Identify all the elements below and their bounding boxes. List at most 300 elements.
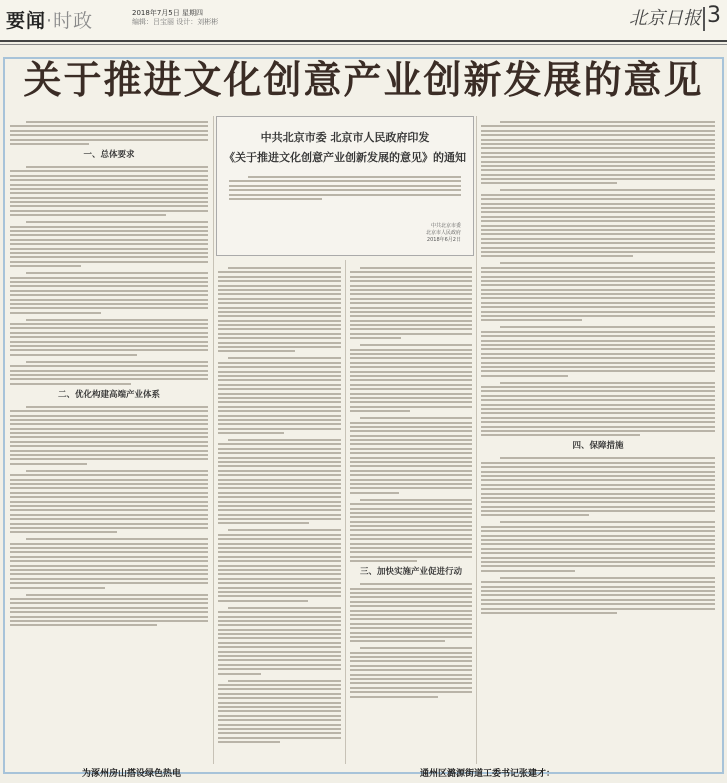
- text-line: [350, 636, 472, 638]
- dateline: 2018年7月5日 星期四 编辑：吕宝丽 设计：刘彬彬: [132, 9, 219, 26]
- text-line: [350, 588, 472, 590]
- text-line: [350, 470, 472, 472]
- text-line: [481, 319, 582, 321]
- text-line: [481, 594, 715, 596]
- text-line: [350, 443, 472, 445]
- text-line: [218, 719, 341, 721]
- text-line: [10, 616, 208, 618]
- text-line: [350, 525, 472, 527]
- text-line: [10, 569, 208, 571]
- text-line: [218, 595, 341, 597]
- text-line: [481, 242, 715, 244]
- text-line: [481, 426, 715, 428]
- text-line: [10, 483, 208, 485]
- text-line: [10, 234, 208, 236]
- text-line: [218, 509, 341, 511]
- text-line: [10, 531, 117, 533]
- text-line: [10, 602, 208, 604]
- text-line: [218, 624, 341, 626]
- text-line: [218, 350, 295, 352]
- text-line: [350, 285, 472, 287]
- text-line: [481, 211, 715, 213]
- text-line: [481, 152, 715, 154]
- text-line: [218, 302, 341, 304]
- text-line: [10, 130, 208, 132]
- text-line: [10, 143, 89, 145]
- text-line: [350, 543, 472, 545]
- text-line: [481, 297, 715, 299]
- text-line: [350, 289, 472, 291]
- text-line: [481, 247, 715, 249]
- column-divider: [476, 116, 477, 764]
- text-line: [218, 741, 280, 743]
- text-line: [500, 577, 715, 579]
- text-line: [350, 487, 472, 489]
- text-line: [218, 732, 341, 734]
- text-line: [350, 366, 472, 368]
- text-line: [350, 362, 472, 364]
- text-line: [218, 684, 341, 686]
- text-line: [218, 688, 341, 690]
- text-line: [481, 203, 715, 205]
- text-line: [350, 465, 472, 467]
- section-heading: 一、总体要求: [83, 149, 135, 160]
- text-line: [350, 393, 472, 395]
- text-line: [481, 535, 715, 537]
- text-line: [10, 479, 208, 481]
- page-divider: [703, 7, 705, 31]
- text-line: [481, 375, 568, 377]
- text-line: [350, 401, 472, 403]
- text-line: [360, 499, 472, 501]
- text-line: [481, 130, 715, 132]
- text-line: [350, 601, 472, 603]
- text-line: [481, 484, 715, 486]
- text-line: [218, 728, 341, 730]
- text-line: [500, 457, 715, 459]
- article-column-1: [10, 116, 208, 629]
- text-line: [218, 401, 341, 403]
- page-number: 3: [707, 3, 721, 28]
- text-line: [350, 632, 472, 634]
- text-line: [10, 179, 208, 181]
- text-line: [500, 382, 715, 384]
- text-line: [10, 378, 208, 380]
- text-line: [10, 505, 208, 507]
- text-line: [481, 543, 715, 545]
- text-line: [10, 445, 208, 447]
- text-line: [218, 388, 341, 390]
- text-line: [218, 697, 341, 699]
- text-line: [481, 353, 715, 355]
- text-line: [481, 306, 715, 308]
- text-line: [481, 570, 575, 572]
- text-line: [10, 432, 208, 434]
- text-line: [500, 262, 715, 264]
- text-line: [10, 332, 208, 334]
- text-line: [10, 620, 208, 622]
- text-line: [10, 492, 208, 494]
- text-line: [10, 527, 208, 529]
- text-line: [10, 487, 208, 489]
- article-headline: 关于推进文化创意产业创新发展的意见: [23, 58, 704, 102]
- text-line: [350, 483, 472, 485]
- text-line: [350, 426, 472, 428]
- text-line: [481, 475, 715, 477]
- text-line: [481, 430, 715, 432]
- text-line: [481, 331, 715, 333]
- text-line: [218, 423, 341, 425]
- text-line: [350, 516, 472, 518]
- text-line: [10, 523, 208, 525]
- text-line: [350, 371, 472, 373]
- text-line: [10, 125, 208, 127]
- text-line: [481, 182, 617, 184]
- text-line: [218, 514, 341, 516]
- text-line: [10, 547, 208, 549]
- text-line: [218, 315, 341, 317]
- text-line: [481, 238, 715, 240]
- text-line: [10, 307, 208, 309]
- text-line: [218, 551, 341, 553]
- text-line: [218, 384, 341, 386]
- notice-box: [216, 116, 474, 256]
- text-line: [350, 353, 472, 355]
- text-line: [26, 221, 208, 223]
- text-line: [218, 710, 341, 712]
- text-line: [481, 471, 715, 473]
- text-line: [481, 386, 715, 388]
- text-line: [481, 497, 715, 499]
- text-line: [350, 422, 472, 424]
- text-line: [218, 505, 341, 507]
- text-line: [350, 547, 472, 549]
- text-line: [10, 370, 208, 372]
- text-line: [10, 201, 208, 203]
- text-line: [10, 496, 208, 498]
- text-line: [229, 194, 461, 196]
- text-line: [481, 434, 640, 436]
- text-line: [481, 514, 589, 516]
- section-label: 要闻·时政: [6, 10, 94, 32]
- text-line: [10, 415, 208, 417]
- text-line: [350, 669, 472, 671]
- text-line: [218, 569, 341, 571]
- text-line: [10, 383, 131, 385]
- text-line: [481, 390, 715, 392]
- text-line: [10, 441, 208, 443]
- text-line: [481, 198, 715, 200]
- text-line: [218, 522, 309, 524]
- text-line: [350, 384, 472, 386]
- text-line: [26, 272, 208, 274]
- section-heading: 二、优化构建高端产业体系: [57, 389, 160, 400]
- text-line: [10, 345, 208, 347]
- page-header: [0, 0, 727, 40]
- text-line: [350, 560, 417, 562]
- text-line: [481, 557, 715, 559]
- text-line: [10, 188, 208, 190]
- text-line: [218, 706, 341, 708]
- text-line: [218, 534, 341, 536]
- text-line: [10, 611, 208, 613]
- text-line: [218, 547, 341, 549]
- text-line: [481, 348, 715, 350]
- text-line: [218, 620, 341, 622]
- text-line: [10, 624, 157, 626]
- text-line: [350, 691, 472, 693]
- text-line: [481, 599, 715, 601]
- notice-issuer-1: 中共北京市委: [430, 223, 461, 229]
- text-line: [481, 362, 715, 364]
- text-line: [10, 290, 208, 292]
- text-line: [481, 284, 715, 286]
- text-line: [350, 596, 472, 598]
- text-line: [218, 659, 341, 661]
- text-line: [350, 311, 472, 313]
- text-line: [218, 362, 341, 364]
- text-line: [10, 458, 208, 460]
- text-line: [26, 470, 208, 472]
- text-line: [229, 198, 322, 200]
- text-line: [10, 252, 208, 254]
- text-line: [350, 357, 472, 359]
- text-line: [218, 276, 341, 278]
- text-line: [481, 565, 715, 567]
- text-line: [350, 687, 472, 689]
- text-line: [350, 652, 472, 654]
- text-line: [481, 276, 715, 278]
- text-line: [10, 327, 208, 329]
- text-line: [500, 521, 715, 523]
- text-line: [218, 737, 341, 739]
- text-line: [10, 428, 208, 430]
- text-line: [218, 664, 341, 666]
- text-line: [481, 412, 715, 414]
- text-line: [350, 479, 472, 481]
- text-line: [218, 538, 341, 540]
- text-line: [481, 539, 715, 541]
- text-line: [26, 594, 208, 596]
- text-line: [10, 582, 208, 584]
- text-line: [218, 479, 341, 481]
- text-line: [481, 462, 715, 464]
- text-line: [218, 366, 341, 368]
- text-line: [481, 510, 715, 512]
- text-line: [350, 618, 472, 620]
- text-line: [10, 312, 101, 314]
- text-line: [218, 668, 341, 670]
- text-line: [481, 134, 715, 136]
- article-column-2: [218, 262, 341, 745]
- text-line: [218, 428, 341, 430]
- text-line: [10, 514, 208, 516]
- text-line: [10, 226, 208, 228]
- text-line: [481, 255, 633, 257]
- text-line: [350, 503, 472, 505]
- text-line: [350, 529, 472, 531]
- text-line: [10, 239, 208, 241]
- text-line: [218, 320, 341, 322]
- text-line: [218, 673, 261, 675]
- text-line: [350, 656, 472, 658]
- text-line: [350, 375, 472, 377]
- text-line: [10, 501, 208, 503]
- column-divider: [213, 116, 214, 764]
- text-line: [481, 251, 715, 253]
- text-line: [218, 474, 341, 476]
- text-line: [218, 432, 284, 434]
- text-line: [481, 548, 715, 550]
- text-line: [10, 365, 208, 367]
- text-line: [481, 293, 715, 295]
- text-line: [10, 184, 208, 186]
- text-line: [350, 696, 438, 698]
- text-line: [10, 303, 208, 305]
- text-line: [218, 419, 341, 421]
- text-line: [218, 457, 341, 459]
- text-line: [10, 336, 208, 338]
- text-line: [218, 397, 341, 399]
- text-line: [218, 285, 341, 287]
- text-line: [350, 556, 472, 558]
- text-line: [481, 404, 715, 406]
- text-line: [350, 623, 472, 625]
- text-line: [350, 276, 472, 278]
- text-line: [10, 354, 137, 356]
- text-line: [481, 267, 715, 269]
- text-line: [26, 406, 208, 408]
- text-line: [10, 551, 208, 553]
- text-line: [218, 410, 341, 412]
- text-line: [218, 633, 341, 635]
- text-line: [10, 134, 208, 136]
- text-line: [350, 508, 472, 510]
- text-line: [481, 590, 715, 592]
- text-line: [350, 280, 472, 282]
- text-line: [218, 629, 341, 631]
- text-line: [481, 229, 715, 231]
- text-line: [26, 319, 208, 321]
- text-line: [26, 538, 208, 540]
- text-line: [350, 461, 472, 463]
- text-line: [218, 496, 341, 498]
- text-line: [218, 342, 341, 344]
- text-line: [218, 375, 341, 377]
- section-heading: 三、加快实施产业促进行动: [359, 567, 462, 578]
- text-line: [350, 328, 472, 330]
- text-line: [350, 538, 472, 540]
- text-line: [481, 366, 715, 368]
- text-line: [481, 340, 715, 342]
- text-line: [481, 311, 715, 313]
- text-line: [218, 715, 341, 717]
- text-line: [229, 189, 461, 191]
- footer-caption-left: 为涿州房山搭设绿色热电: [82, 769, 182, 779]
- text-line: [350, 551, 472, 553]
- text-line: [481, 530, 715, 532]
- text-line: [481, 581, 715, 583]
- text-line: [481, 216, 715, 218]
- text-line: [481, 408, 715, 410]
- text-line: [10, 349, 208, 351]
- text-line: [360, 267, 472, 269]
- text-line: [481, 506, 715, 508]
- text-line: [10, 419, 208, 421]
- text-line: [350, 298, 472, 300]
- text-line: [218, 611, 341, 613]
- text-line: [218, 556, 341, 558]
- text-line: [10, 197, 208, 199]
- text-line: [218, 573, 341, 575]
- text-line: [10, 205, 208, 207]
- text-line: [481, 161, 715, 163]
- text-line: [10, 454, 208, 456]
- text-line: [218, 470, 341, 472]
- text-line: [218, 461, 341, 463]
- text-line: [10, 543, 208, 545]
- text-line: [218, 271, 341, 273]
- text-line: [481, 603, 715, 605]
- text-line: [228, 357, 341, 359]
- text-line: [481, 194, 715, 196]
- text-line: [218, 565, 341, 567]
- text-line: [350, 492, 399, 494]
- text-line: [350, 627, 472, 629]
- text-line: [10, 175, 208, 177]
- text-line: [500, 121, 715, 123]
- text-line: [218, 587, 341, 589]
- text-line: [350, 678, 472, 680]
- text-line: [10, 256, 208, 258]
- text-line: [350, 379, 472, 381]
- notice-issuer-2: 北京市人民政府: [425, 230, 461, 236]
- text-line: [218, 651, 341, 653]
- text-line: [218, 448, 341, 450]
- text-line: [218, 393, 341, 395]
- text-line: [350, 397, 472, 399]
- article-column-4: [481, 116, 715, 616]
- text-line: [350, 388, 472, 390]
- text-line: [350, 534, 472, 536]
- text-line: [10, 230, 208, 232]
- text-line: [481, 488, 715, 490]
- text-line: [481, 561, 715, 563]
- text-line: [218, 487, 341, 489]
- text-line: [350, 349, 472, 351]
- text-line: [350, 333, 472, 335]
- text-line: [481, 147, 715, 149]
- text-line: [10, 214, 166, 216]
- text-line: [481, 165, 715, 167]
- text-line: [218, 543, 341, 545]
- notice-subtitle: 《关于推进文化创意产业创新发展的意见》的通知: [224, 151, 466, 164]
- text-line: [10, 210, 208, 212]
- text-line: [481, 370, 715, 372]
- text-line: [350, 406, 472, 408]
- text-line: [10, 423, 208, 425]
- text-line: [350, 293, 472, 295]
- text-line: [228, 529, 341, 531]
- text-line: [481, 479, 715, 481]
- text-line: [481, 586, 715, 588]
- section-heading: 四、保障措施: [572, 441, 624, 452]
- text-line: [481, 280, 715, 282]
- text-line: [10, 139, 208, 141]
- text-line: [218, 465, 341, 467]
- text-line: [481, 225, 715, 227]
- text-line: [481, 139, 715, 141]
